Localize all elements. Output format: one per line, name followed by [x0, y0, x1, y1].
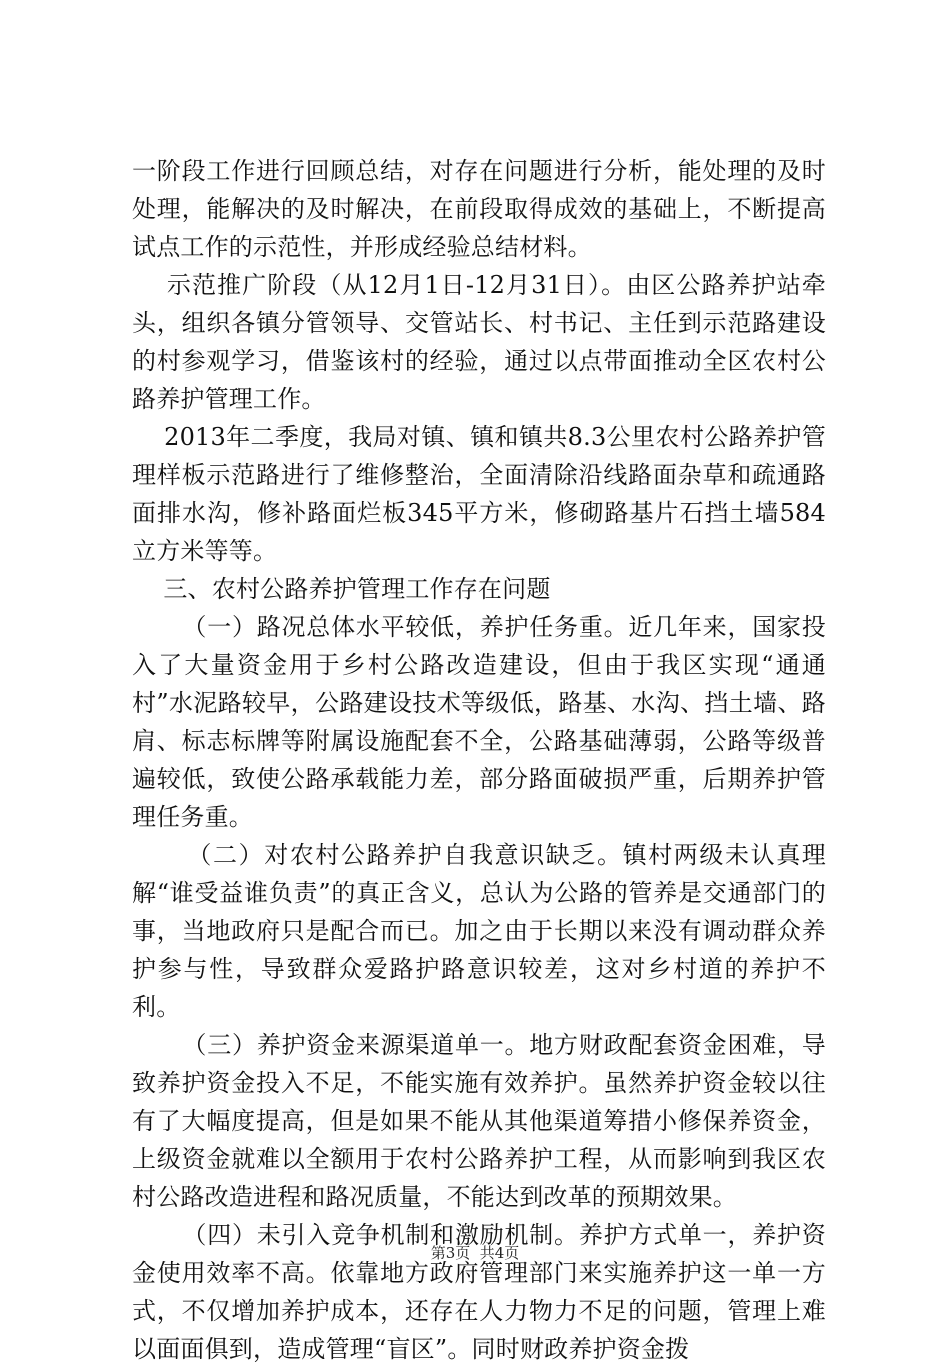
paragraph-demonstration-phase: 示范推广阶段（从12月1日-12月31日）。由区公路养护站牵头，组织各镇分管领导、交管站长、村书记、主任到示范路建设的村参观学习，借鉴该村的经验，通过以点带面推动全区农村公路养护管理工作。 [132, 271, 826, 413]
paragraph-problem-3: （三）养护资金来源渠道单一。地方财政配套资金困难，导致养护资金投入不足，不能实施有效养护。虽然养护资金较以往有了大幅度提高，但是如果不能从其他渠道筹措小修保养资金，上级资金就难以全额用于农村公路养护工程，从而影响到我区农村公路改造进程和路况质量，不能达到改革的预期效果。 [132, 1031, 826, 1211]
paragraph-problem-1: （一）路况总体水平较低，养护任务重。近几年来，国家投入了大量资金用于乡村公路改造建设，但由于我区实现“通通村”水泥路较早，公路建设技术等级低，路基、水沟、挡土墙、路肩、标志标牌等附属设施配套不全，公路基础薄弱，公路等级普遍较低，致使公路承载能力差，部分路面破损严重，后期养护管理任务重。 [132, 613, 826, 831]
paragraph-continuation: 一阶段工作进行回顾总结，对存在问题进行分析，能处理的及时处理，能解决的及时解决，在前段取得成效的基础上，不断提高试点工作的示范性，并形成经验总结材料。 [132, 157, 826, 261]
page-number-footer: 第3页 共4页 [430, 1244, 520, 1262]
document-body [132, 152, 826, 1368]
paragraph-problem-4: （四）未引入竞争机制和激励机制。养护方式单一，养护资金使用效率不高。依靠地方政府管理部门来实施养护这一单一方式，不仅增加养护成本，还存在人力物力不足的问题，管理上难以面面俱到，造成管理“盲区”。同时财政养护资金拨 [132, 1221, 826, 1363]
paragraph-problem-2: （二）对农村公路养护自我意识缺乏。镇村两级未认真理解“谁受益谁负责”的真正含义，总认为公路的管养是交通部门的事，当地政府只是配合而已。加之由于长期以来没有调动群众养护参与性，导致群众爱路护路意识较差，这对乡村道的养护不利。 [132, 841, 827, 1021]
paragraph-2013-repairs: 2013年二季度，我局对镇、镇和镇共8.3公里农村公路养护管理样板示范路进行了维修整治，全面清除沿线路面杂草和疏通路面排水沟，修补路面烂板345平方米，修砌路基片石挡土墙584立方米等等。 [132, 423, 826, 565]
section-heading-problems: 三、农村公路养护管理工作存在问题 [132, 575, 551, 603]
